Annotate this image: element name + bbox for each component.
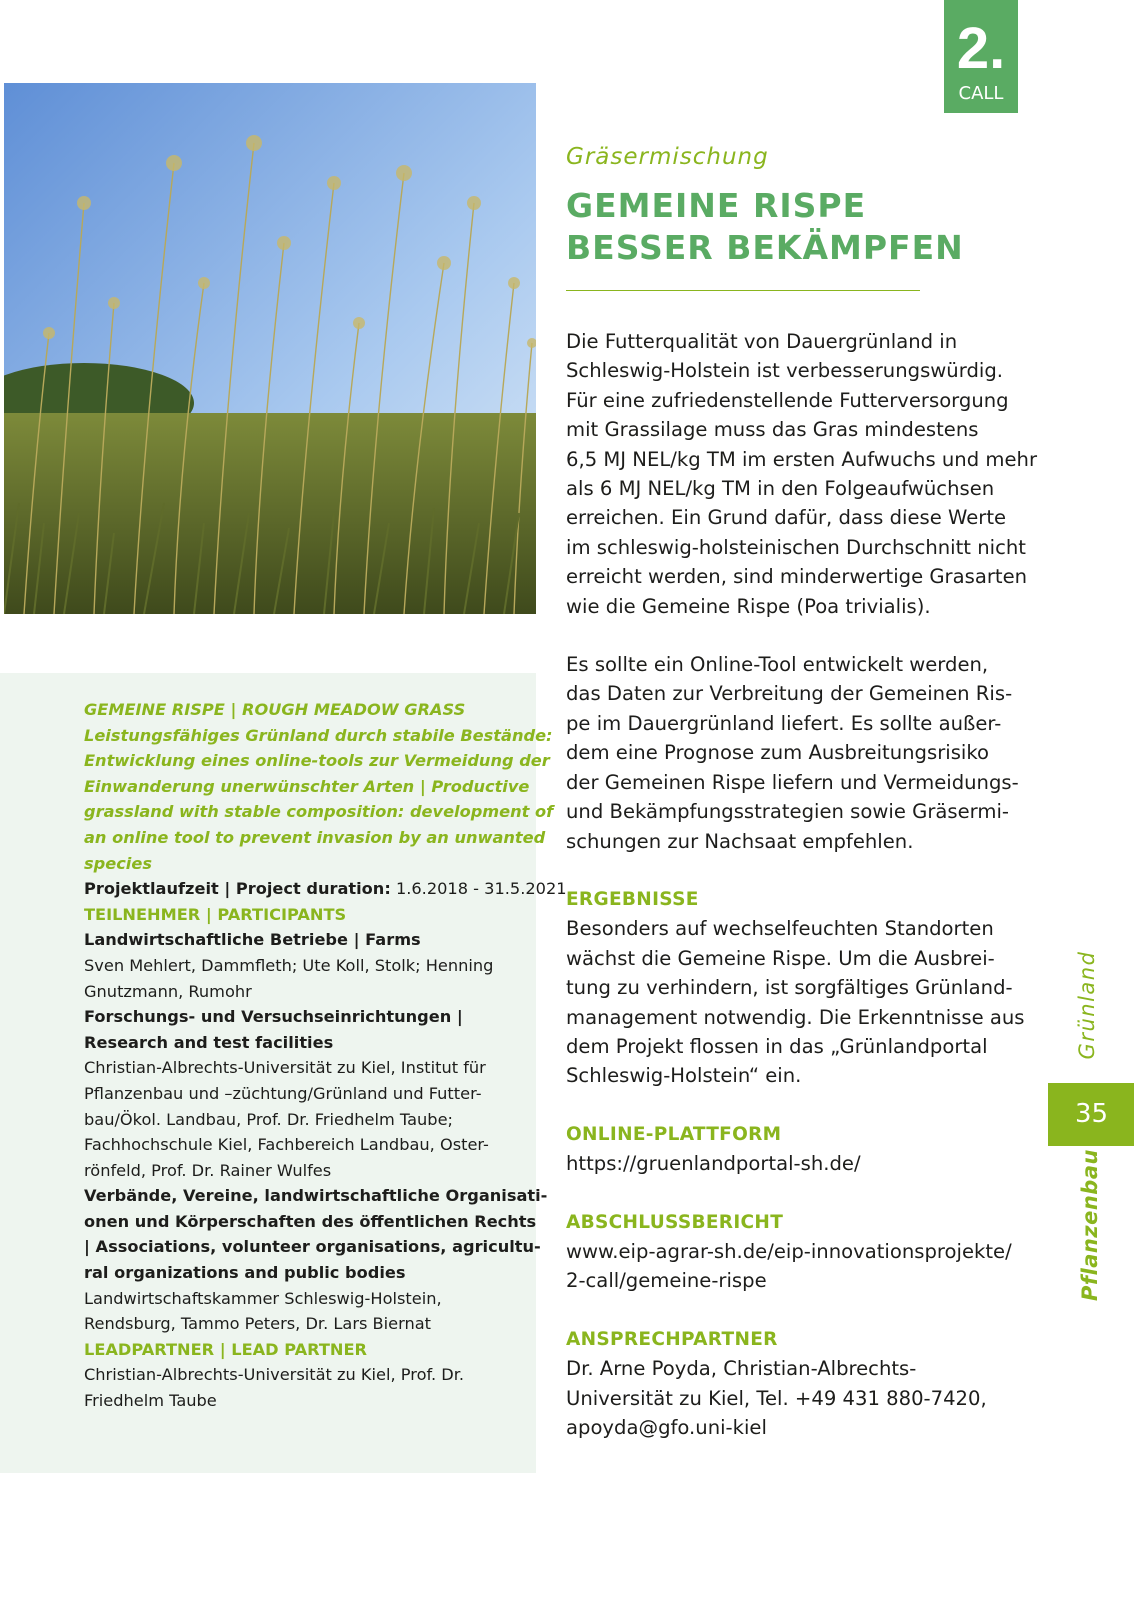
research-heading bbox=[84, 1004, 534, 1055]
text-line: Gnutzmann, Rumohr bbox=[84, 981, 252, 1001]
project-info bbox=[84, 697, 567, 1414]
text-line: Es sollte ein Online-Tool entwickelt werden, bbox=[566, 653, 989, 677]
text-line: Entwicklung eines online-tools zur Vermeidung der bbox=[84, 751, 550, 771]
farms-list bbox=[84, 953, 534, 1004]
text-line: Schleswig-Holstein ist verbesserungswürdig. bbox=[566, 359, 1003, 383]
results-heading: ERGEBNISSE bbox=[566, 888, 699, 910]
text-line: und Bekämpfungsstrategien sowie Gräsermi- bbox=[566, 800, 1009, 824]
text-line: Sven Mehlert, Dammfleth; Ute Koll, Stolk; Henning bbox=[84, 955, 494, 975]
title-line-1: GEMEINE RISPE bbox=[566, 186, 867, 225]
platform-link[interactable]: https://gruenlandportal-sh.de/ bbox=[566, 1152, 861, 1176]
contact-paragraph bbox=[566, 1354, 1036, 1442]
text-line: Friedhelm Taube bbox=[84, 1391, 217, 1411]
main-column bbox=[566, 327, 1036, 1442]
associations-list bbox=[84, 1286, 534, 1337]
text-line: dem Projekt flossen in das „Grünlandportal bbox=[566, 1034, 988, 1058]
lead-partner bbox=[84, 1362, 534, 1413]
text-line: onen und Körperschaften des öffentlichen Rechts bbox=[84, 1211, 537, 1231]
duration-label: Projektlaufzeit | Project duration: bbox=[84, 879, 391, 899]
goal-paragraph bbox=[566, 650, 1036, 856]
call-number: 2. bbox=[956, 16, 1006, 81]
text-line: pe im Dauergrünland liefert. Es sollte außer- bbox=[566, 711, 1002, 735]
results-paragraph bbox=[566, 914, 1036, 1090]
associations-heading bbox=[84, 1183, 548, 1285]
text-line: Forschungs- und Versuchseinrichtungen | bbox=[84, 1007, 463, 1027]
research-list bbox=[84, 1055, 534, 1183]
text-line: erreichen. Ein Grund dafür, dass diese Werte bbox=[566, 506, 1007, 530]
text-line: Besonders auf wechselfeuchten Standorten bbox=[566, 917, 994, 941]
kicker: Gräsermischung bbox=[566, 144, 769, 170]
text-line: Verbände, Vereine, landwirtschaftliche Organisati- bbox=[84, 1186, 548, 1206]
participants-heading: TEILNEHMER | PARTICIPANTS bbox=[84, 904, 347, 924]
text-line: wie die Gemeine Rispe (Poa trivialis). bbox=[566, 594, 931, 618]
text-line: Einwanderung unerwünschter Arten | Productive bbox=[84, 776, 530, 796]
intro-paragraph bbox=[566, 327, 1036, 621]
platform-heading: ONLINE-PLATTFORM bbox=[566, 1123, 782, 1145]
text-line: Research and test facilities bbox=[84, 1032, 334, 1052]
text-line: erreicht werden, sind minderwertige Grasarten bbox=[566, 565, 1028, 589]
lead-partner-heading: LEADPARTNER | LEAD PARTNER bbox=[84, 1339, 368, 1359]
project-duration bbox=[84, 876, 567, 902]
project-name: GEMEINE RISPE | ROUGH MEADOW GRASS bbox=[84, 700, 466, 719]
text-line: als 6 MJ NEL/kg TM in den Folgeaufwüchsen bbox=[566, 477, 995, 501]
text-line: Rendsburg, Tammo Peters, Dr. Lars Biernat bbox=[84, 1314, 432, 1334]
section-label-pflanzenbau: Pflanzenbau bbox=[1078, 1149, 1102, 1301]
text-line: bau/Ökol. Landbau, Prof. Dr. Friedhelm Taube; bbox=[84, 1109, 453, 1129]
text-line: | Associations, volunteer organisations, agricultu- bbox=[84, 1237, 541, 1257]
meadow-grass-illustration bbox=[4, 83, 536, 614]
title-line-2: BESSER BEKÄMPFEN bbox=[566, 228, 964, 267]
text-line: Christian-Albrechts-Universität zu Kiel, Institut für bbox=[84, 1058, 486, 1078]
project-title bbox=[84, 723, 554, 877]
text-line: species bbox=[84, 853, 152, 873]
text-line: Dr. Arne Poyda, Christian-Albrechts- bbox=[566, 1357, 917, 1381]
text-line: schungen zur Nachsaat empfehlen. bbox=[566, 829, 914, 853]
text-line: Fachhochschule Kiel, Fachbereich Landbau, Oster- bbox=[84, 1135, 489, 1155]
photo-meadow-grass bbox=[4, 83, 536, 614]
text-line: Landwirtschaftskammer Schleswig-Holstein, bbox=[84, 1288, 442, 1308]
text-line: Universität zu Kiel, Tel. +49 431 880-7420, bbox=[566, 1386, 987, 1410]
text-line: Leistungsfähiges Grünland durch stabile Bestände: bbox=[84, 725, 553, 745]
text-line: wächst die Gemeine Rispe. Um die Ausbrei- bbox=[566, 946, 995, 970]
text-line: management notwendig. Die Erkenntnisse aus bbox=[566, 1005, 1025, 1029]
text-line: ral organizations and public bodies bbox=[84, 1263, 406, 1283]
text-line: dem eine Prognose zum Ausbreitungsrisiko bbox=[566, 741, 989, 765]
call-badge bbox=[944, 0, 1018, 113]
call-label: CALL bbox=[958, 83, 1004, 104]
section-label-gruenland: Grünland bbox=[1075, 950, 1099, 1060]
text-line: www.eip-agrar-sh.de/eip-innovationsprojekte/ bbox=[566, 1239, 1012, 1263]
grass-ground bbox=[4, 413, 536, 614]
duration-value: 1.6.2018 - 31.5.2021 bbox=[390, 879, 567, 899]
text-line: Christian-Albrechts-Universität zu Kiel, Prof. Dr. bbox=[84, 1365, 465, 1385]
report-heading: ABSCHLUSSBERICHT bbox=[566, 1211, 784, 1233]
text-line: 6,5 MJ NEL/kg TM im ersten Aufwuchs und mehr bbox=[566, 447, 1037, 471]
text-line: Die Futterqualität von Dauergrünland in bbox=[566, 330, 958, 353]
text-line: rönfeld, Prof. Dr. Rainer Wulfes bbox=[84, 1160, 332, 1180]
contact-email[interactable]: apoyda@gfo.uni-kiel bbox=[566, 1416, 767, 1439]
farms-heading: Landwirtschaftliche Betriebe | Farms bbox=[84, 930, 421, 950]
text-line: im schleswig-holsteinischen Durchschnitt nicht bbox=[566, 535, 1026, 559]
text-line: tung zu verhindern, ist sorgfältiges Grünland- bbox=[566, 976, 1013, 1000]
text-line: 2-call/gemeine-rispe bbox=[566, 1269, 767, 1293]
page-number: 35 bbox=[1075, 1099, 1109, 1129]
page-title bbox=[566, 185, 964, 269]
text-line: an online tool to prevent invasion by an unwanted bbox=[84, 827, 546, 847]
text-line: Für eine zufriedenstellende Futterversorgung bbox=[566, 388, 1009, 412]
text-line: Pflanzenbau und –züchtung/Grünland und Futter- bbox=[84, 1083, 482, 1103]
text-line: das Daten zur Verbreitung der Gemeinen Ris- bbox=[566, 682, 1013, 706]
title-divider bbox=[566, 290, 920, 291]
page-number-box bbox=[1048, 1083, 1134, 1146]
text-line: Schleswig-Holstein“ ein. bbox=[566, 1064, 802, 1088]
text-line: grassland with stable composition: development of bbox=[84, 802, 554, 822]
text-line: mit Grassilage muss das Gras mindestens bbox=[566, 418, 979, 442]
text-line: der Gemeinen Rispe liefern und Vermeidungs- bbox=[566, 770, 1019, 794]
report-link[interactable] bbox=[566, 1237, 1036, 1296]
contact-heading: ANSPRECHPARTNER bbox=[566, 1328, 778, 1350]
